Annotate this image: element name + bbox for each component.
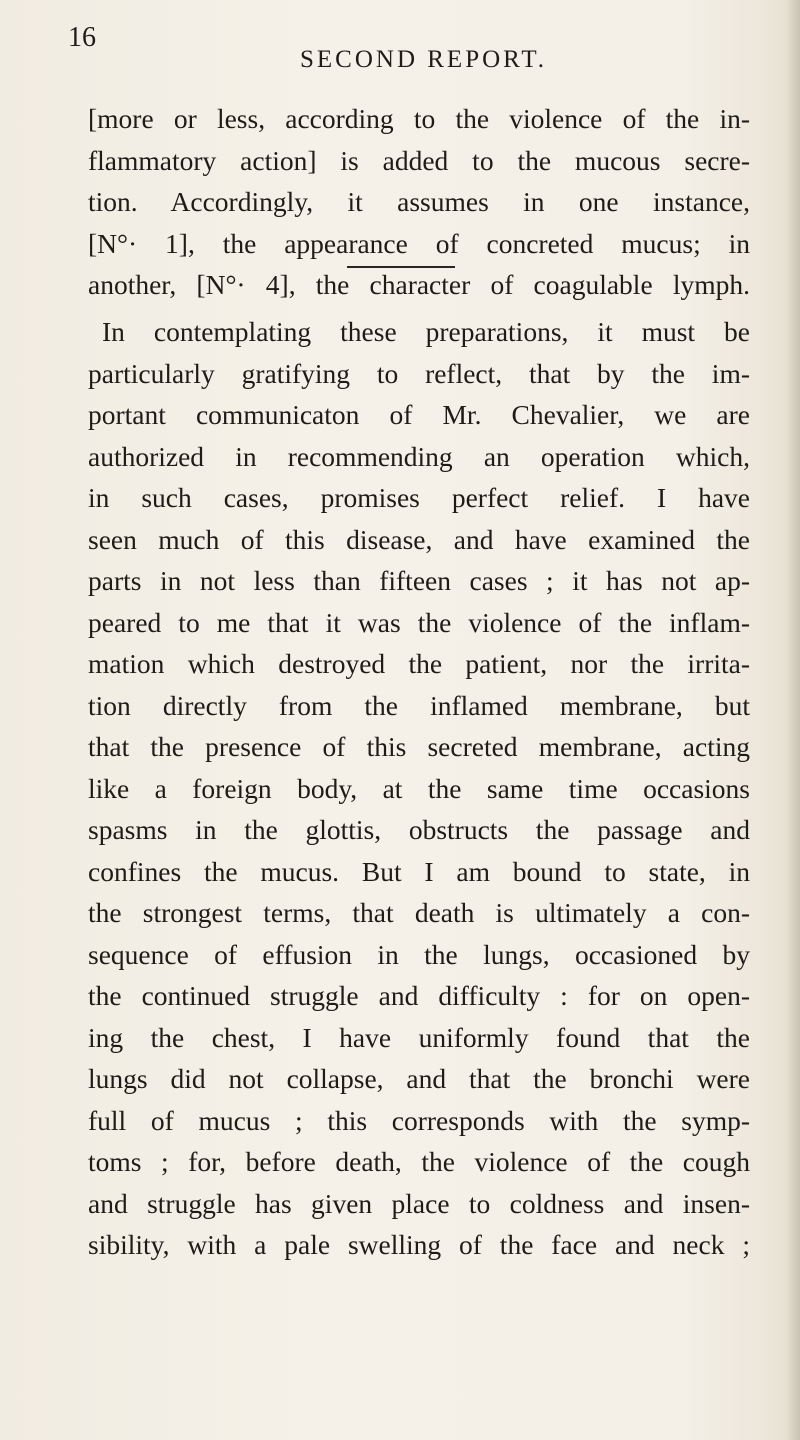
- paragraph-main: [88, 311, 750, 1266]
- text-line: that the presence of this secreted membrane, acting: [88, 731, 750, 762]
- text-line: like a foreign body, at the same time occasions: [88, 772, 750, 804]
- text-line: parts in not less than fifteen cases ; it has not ap-: [88, 565, 750, 596]
- text-line: ing the chest, I have uniformly found that the: [88, 1021, 750, 1053]
- text-line: the strongest terms, that death is ultimately a con-: [88, 897, 750, 928]
- text-line: the continued struggle and difficulty : for on open-: [88, 980, 750, 1011]
- text-line: [more or less, according to the violence of the in-: [88, 103, 750, 134]
- text-line: spasms in the glottis, obstructs the passage and: [88, 814, 750, 845]
- text-line: [N°· 1], the appearance of concreted mucus; in: [88, 227, 750, 259]
- text-line: portant communicaton of Mr. Chevalier, we are: [88, 399, 750, 430]
- running-head: SECOND REPORT.: [300, 46, 548, 73]
- text-line: confines the mucus. But I am bound to state, in: [88, 855, 750, 887]
- text-line: sequence of effusion in the lungs, occasioned by: [88, 938, 750, 970]
- text-line: peared to me that it was the violence of the inflam-: [88, 606, 750, 638]
- page-number: 16: [68, 22, 96, 53]
- paragraph-continuation: [88, 98, 750, 306]
- text-line: tion directly from the inflamed membrane, but: [88, 689, 750, 721]
- text-line: in such cases, promises perfect relief. I have: [88, 482, 750, 513]
- text-line: toms ; for, before death, the violence of the cough: [88, 1146, 750, 1177]
- text-line: sibility, with a pale swelling of the face and neck ;: [88, 1229, 750, 1260]
- text-line: and struggle has given place to coldness and insen-: [88, 1187, 750, 1219]
- text-line: lungs did not collapse, and that the bronchi were: [88, 1063, 750, 1094]
- text-line: seen much of this disease, and have examined the: [88, 523, 750, 555]
- text-line: authorized in recommending an operation which,: [88, 440, 750, 472]
- text-line: particularly gratifying to reflect, that by the im-: [88, 357, 750, 389]
- text-line: full of mucus ; this corresponds with the symp-: [88, 1104, 750, 1136]
- text-line: flammatory action] is added to the mucous secre-: [88, 144, 750, 176]
- text-line: another, [N°· 4], the character of coagulable lymph.: [88, 269, 750, 300]
- text-line: mation which destroyed the patient, nor the irrita-: [88, 648, 750, 679]
- section-divider: [347, 266, 455, 268]
- page-edge-shadow: [786, 0, 800, 1440]
- text-line: In contemplating these preparations, it must be: [102, 316, 750, 347]
- text-line: tion. Accordingly, it assumes in one instance,: [88, 186, 750, 217]
